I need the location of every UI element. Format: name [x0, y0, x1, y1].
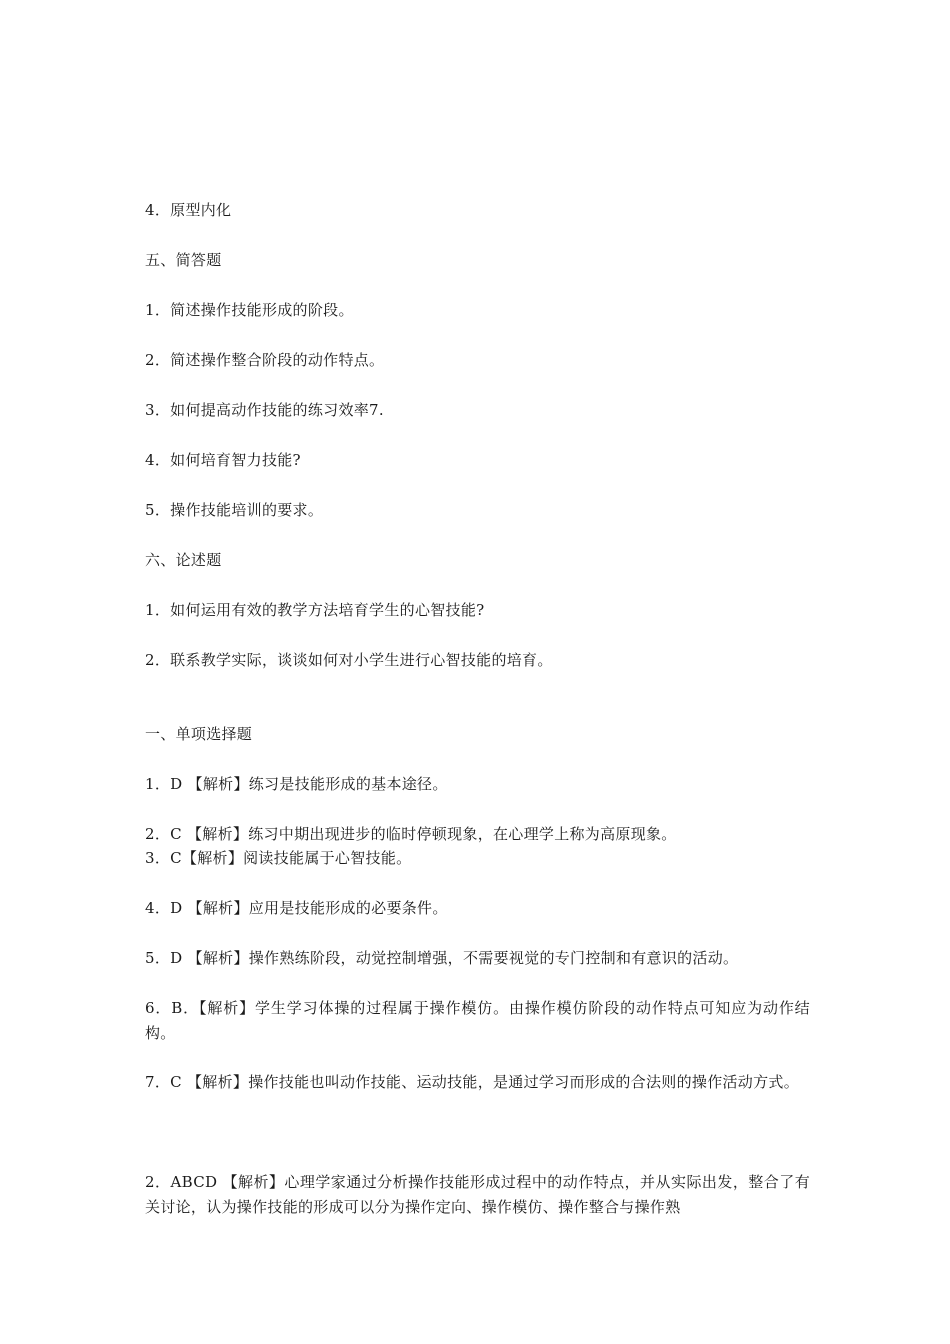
answer-item: 7．C 【解析】操作技能也叫动作技能、运动技能，是通过学习而形成的合法则的操作活动方式。 — [145, 1073, 799, 1091]
answer-item: 3．C【解析】阅读技能属于心智技能。 — [145, 849, 412, 867]
answer-item: 1．D 【解析】练习是技能形成的基本途径。 — [145, 775, 448, 793]
section-heading-essay: 六、论述题 — [145, 551, 222, 569]
question-item: 4．如何培育智力技能? — [145, 451, 301, 469]
section-heading-short-answer: 五、简答题 — [145, 251, 222, 269]
question-item: 5．操作技能培训的要求。 — [145, 501, 324, 519]
answer-item: 6．B．【解析】学生学习体操的过程属于操作模仿。由操作模仿阶段的动作特点可知应为动作结构。 — [145, 999, 810, 1042]
answer-item: 5．D 【解析】操作熟练阶段，动觉控制增强，不需要视觉的专门控制和有意识的活动。 — [145, 949, 739, 967]
question-item: 3．如何提高动作技能的练习效率7. — [145, 401, 384, 419]
question-item: 2．简述操作整合阶段的动作特点。 — [145, 351, 385, 369]
question-item: 2．联系教学实际，谈谈如何对小学生进行心智技能的培育。 — [145, 651, 553, 669]
question-item: 1．如何运用有效的教学方法培育学生的心智技能? — [145, 601, 485, 619]
list-item-prototype-internalization: 4．原型内化 — [145, 201, 232, 219]
answer-item: 4．D 【解析】应用是技能形成的必要条件。 — [145, 899, 448, 917]
answer-item: 2．C 【解析】练习中期出现进步的临时停顿现象，在心理学上称为高原现象。 — [145, 825, 677, 843]
answer-item: 2．ABCD 【解析】心理学家通过分析操作技能形成过程中的动作特点，并从实际出发，整合了有关讨论，认为操作技能的形成可以分为操作定向、操作模仿、操作整合与操作熟 — [145, 1173, 810, 1216]
question-item: 1．简述操作技能形成的阶段。 — [145, 301, 354, 319]
section-heading-single-choice: 一、单项选择题 — [145, 725, 253, 743]
